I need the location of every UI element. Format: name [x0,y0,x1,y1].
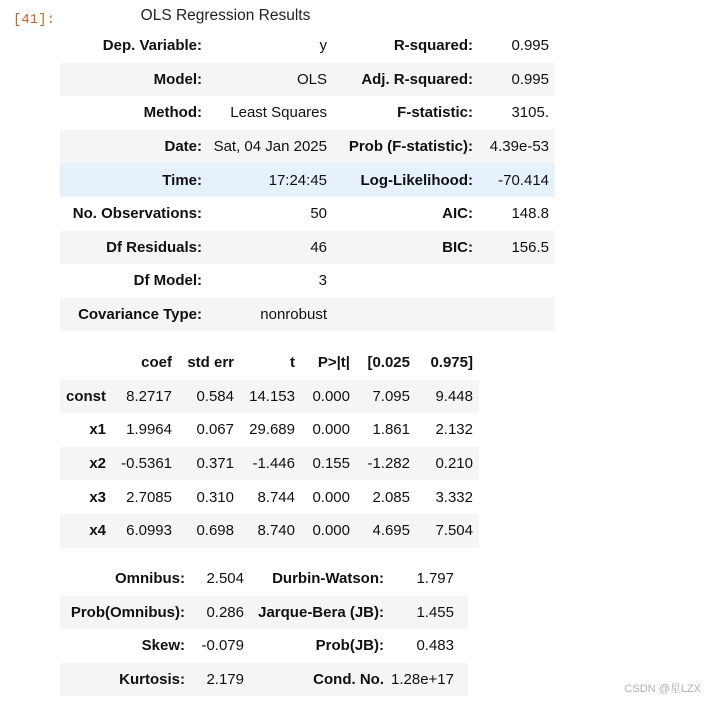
ci-upper-value: 0.210 [414,447,479,481]
ci-lower-value: 1.861 [372,421,410,439]
diagnostic-label: Kurtosis: [60,663,191,697]
summary-value: 3105. [511,104,549,122]
diagnostic-value: 2.179 [191,663,250,697]
ci-lower-value: 7.095 [354,380,414,414]
results-title: OLS Regression Results [140,7,311,24]
diagnostic-value: 0.286 [191,596,250,630]
diagnostic-value: 0.483 [416,637,454,655]
ci-lower-value: -1.282 [354,447,414,481]
diagnostic-label: Jarque-Bera (JB): [250,596,390,630]
header-t: t [290,354,295,372]
ci-lower-value: 4.695 [354,514,414,548]
summary-label: Time: [60,163,208,197]
header-blank [60,346,110,380]
p-value: 0.000 [312,421,350,439]
summary-value: nonrobust [208,298,334,332]
diagnostic-label: Prob(JB): [315,637,384,655]
t-value: 8.744 [257,488,295,506]
summary-value: 3 [318,272,327,290]
std-err-value: 0.067 [196,421,234,439]
diagnostic-value: 1.28e+17 [390,663,468,697]
summary-label: Prob (F-statistic): [334,130,479,164]
coef-value: -0.5361 [110,447,176,481]
coef-value: 1.9964 [126,421,172,439]
diagnostic-label: Durbin-Watson: [272,570,384,588]
variable-name: const [60,380,110,414]
diagnostic-value: 1.797 [416,570,454,588]
header-ci-upper: 0.975] [430,354,473,372]
summary-value: Least Squares [230,104,327,122]
t-value: 8.740 [238,514,299,548]
summary-row-hovered [60,163,555,197]
ci-upper-value: 9.448 [414,380,479,414]
diagnostics-row [60,629,468,663]
summary-label: Method: [143,104,202,122]
cell-execution-count: [41]: [13,12,56,28]
model-summary-table [60,29,555,331]
coef-row [60,413,479,447]
summary-label: BIC: [334,231,479,265]
ci-upper-value: 2.132 [435,421,473,439]
summary-label: Covariance Type: [60,298,208,332]
summary-value: 0.995 [479,63,555,97]
summary-row [60,96,555,130]
diagnostic-label: Prob(Omnibus): [60,596,191,630]
summary-label: Df Residuals: [60,231,208,265]
diagnostics-table [60,562,468,696]
summary-label: Log-Likelihood: [334,163,479,197]
summary-row [60,29,555,63]
summary-value: y [319,37,327,55]
variable-name: x3 [89,488,106,506]
summary-label: Adj. R-squared: [334,63,479,97]
t-value: 29.689 [249,421,295,439]
summary-value: OLS [208,63,334,97]
summary-value: -70.414 [479,163,555,197]
diagnostics-row [60,596,468,630]
coef-row [60,380,479,414]
summary-value: 50 [310,205,327,223]
ci-upper-value: 7.504 [414,514,479,548]
summary-value: 17:24:45 [208,163,334,197]
summary-value: 4.39e-53 [479,130,555,164]
diagnostic-label: Skew: [141,637,185,655]
diagnostics-row [60,663,468,697]
p-value: 0.000 [299,380,354,414]
summary-label: No. Observations: [72,205,202,223]
coef-value: 8.2717 [110,380,176,414]
watermark: CSDN @星LZX [624,683,701,695]
t-value: 14.153 [238,380,299,414]
summary-label: Dep. Variable: [102,37,202,55]
std-err-value: 0.698 [176,514,238,548]
diagnostic-label: Omnibus: [115,570,185,588]
coef-value: 6.0993 [110,514,176,548]
ci-lower-value: 2.085 [372,488,410,506]
std-err-value: 0.371 [176,447,238,481]
summary-value [479,298,555,332]
summary-label: R-squared: [393,37,473,55]
variable-name: x4 [60,514,110,548]
summary-value: Sat, 04 Jan 2025 [208,130,334,164]
diagnostic-label: Cond. No. [250,663,390,697]
summary-row [60,264,555,298]
summary-label [334,264,479,298]
header-std-err: std err [187,354,234,372]
p-value: 0.155 [299,447,354,481]
summary-label: Model: [60,63,208,97]
summary-value: 0.995 [511,37,549,55]
coefficients-table [60,346,479,548]
coef-row [60,480,479,514]
coef-header-row [60,346,479,380]
coef-value: 2.7085 [126,488,172,506]
diagnostic-value: -0.079 [201,637,244,655]
diagnostic-value: 1.455 [390,596,468,630]
diagnostics-row [60,562,468,596]
ci-upper-value: 3.332 [435,488,473,506]
summary-label: Date: [60,130,208,164]
coef-row [60,447,479,481]
summary-label: Df Model: [133,272,202,290]
header-coef: coef [141,354,172,372]
summary-value: 148.8 [511,205,549,223]
p-value: 0.000 [312,488,350,506]
coef-row [60,514,479,548]
summary-value [479,264,555,298]
header-p-value: P>|t| [317,354,350,372]
summary-value: 156.5 [479,231,555,265]
t-value: -1.446 [238,447,299,481]
summary-label: AIC: [442,205,473,223]
summary-label [334,298,479,332]
summary-row [60,130,555,164]
summary-row [60,63,555,97]
diagnostic-value: 2.504 [206,570,244,588]
summary-row [60,231,555,265]
variable-name: x1 [89,421,106,439]
header-ci-lower: [0.025 [367,354,410,372]
p-value: 0.000 [299,514,354,548]
summary-label: F-statistic: [397,104,473,122]
std-err-value: 0.310 [196,488,234,506]
summary-row [60,197,555,231]
summary-row [60,298,555,332]
variable-name: x2 [60,447,110,481]
summary-value: 46 [208,231,334,265]
std-err-value: 0.584 [176,380,238,414]
